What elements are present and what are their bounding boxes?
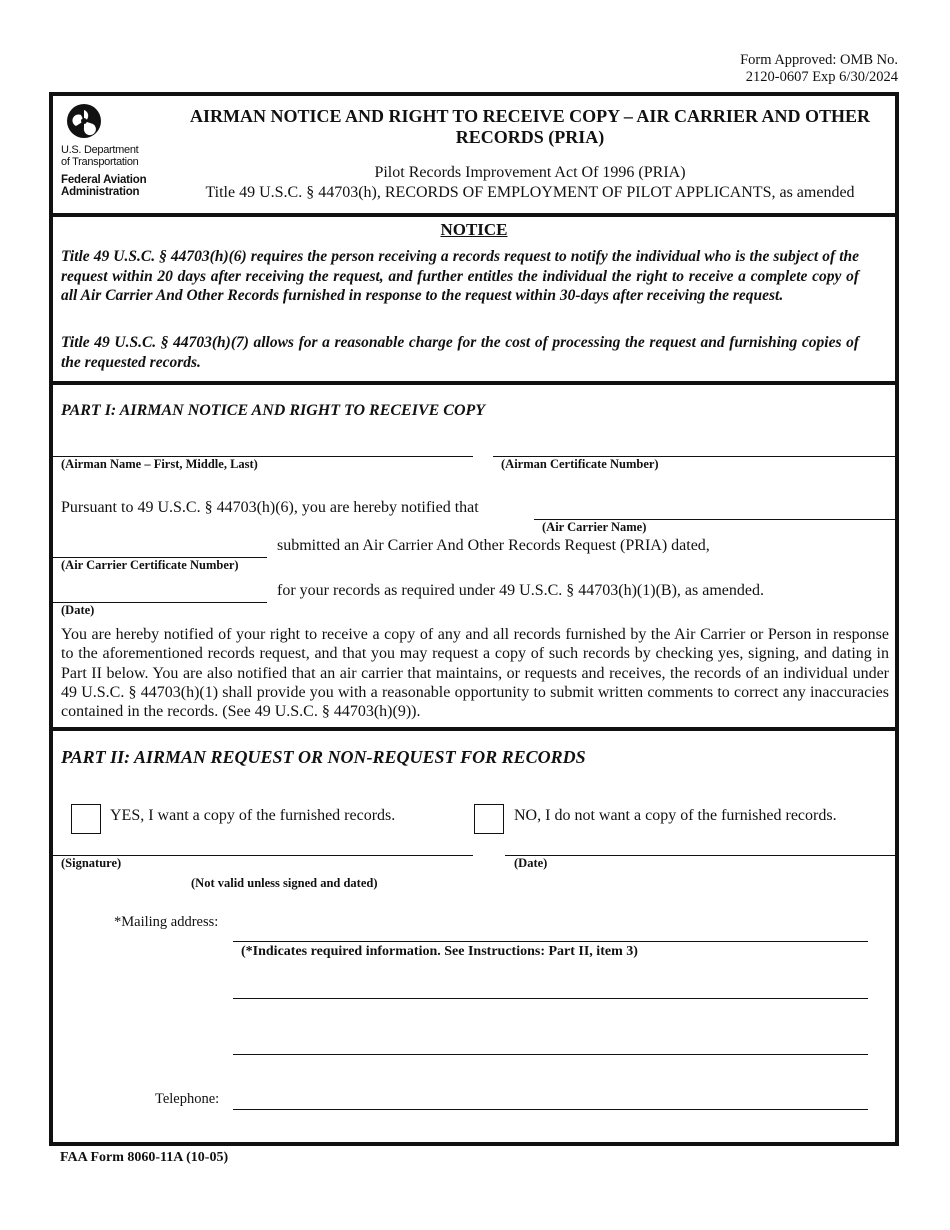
divider	[53, 213, 895, 217]
yes-label: YES, I want a copy of the furnished records.	[110, 807, 396, 824]
omb-line-2: 2120-0607 Exp 6/30/2024	[745, 69, 898, 85]
mailing-address-line-3[interactable]	[233, 1054, 868, 1055]
mailing-address-line-2[interactable]	[233, 998, 868, 999]
telephone-field[interactable]	[233, 1109, 868, 1110]
signature-date-label: (Date)	[514, 856, 548, 870]
air-carrier-name-label: (Air Carrier Name)	[542, 520, 647, 534]
required-info-note: (*Indicates required information. See Instructions: Part II, item 3)	[241, 944, 638, 959]
omb-approval	[740, 52, 898, 86]
part1-heading: PART I: AIRMAN NOTICE AND RIGHT TO RECEIVE COPY	[61, 402, 486, 419]
airman-cert-label: (Airman Certificate Number)	[501, 457, 659, 471]
form-title: AIRMAN NOTICE AND RIGHT TO RECEIVE COPY – AIR CARRIER AND OTHER RECORDS (PRIA)	[190, 106, 870, 147]
mailing-address-label: *Mailing address:	[114, 914, 219, 930]
air-carrier-cert-label: (Air Carrier Certificate Number)	[61, 558, 239, 572]
mailing-address-line-1[interactable]	[233, 941, 868, 942]
form-frame	[49, 92, 899, 1146]
divider	[53, 727, 895, 731]
omb-line-1: Form Approved: OMB No.	[740, 52, 898, 68]
subtitle-act: Pilot Records Improvement Act Of 1996 (PRIA)	[374, 164, 686, 181]
signature-date-field[interactable]	[505, 855, 895, 856]
notice-paragraph-2: Title 49 U.S.C. § 44703(h)(7) allows for a reasonable charge for the cost of processing the request and furnishing copies of the requested records.	[61, 334, 859, 371]
dot-faa-logo	[61, 104, 161, 198]
not-valid-note: (Not valid unless signed and dated)	[191, 876, 378, 890]
yes-checkbox[interactable]	[71, 804, 101, 834]
notice-heading: NOTICE	[440, 220, 508, 239]
no-checkbox[interactable]	[474, 804, 504, 834]
rights-paragraph: You are hereby notified of your right to receive a copy of any and all records furnished by the Air Carrier or Person in response to the aforementioned records request, and that you may request a copy of such records by checking yes, signing, and dating in Part II below. You are also notified that an air carrier that maintains, or requests and receives, the records of an individual under 49 U.S.C. § 44703(h)(1) shall provide you with a reasonable opportunity to submit written comments to correct any inaccuracies contained in the records. (See 49 U.S.C. § 44703(h)(9)).	[61, 626, 889, 721]
signature-label: (Signature)	[61, 856, 122, 870]
part2-heading: PART II: AIRMAN REQUEST OR NON-REQUEST FOR RECORDS	[61, 747, 586, 767]
form-number: FAA Form 8060-11A (10-05)	[60, 1150, 229, 1165]
airman-name-label: (Airman Name – First, Middle, Last)	[61, 457, 258, 471]
faa-name: Federal Aviation Administration	[61, 174, 147, 198]
no-label: NO, I do not want a copy of the furnished records.	[514, 807, 837, 824]
notice-paragraph-1: Title 49 U.S.C. § 44703(h)(6) requires the person receiving a records request to notify the individual who is the subject of the request within 20 days after receiving the request, and further entitles the individual the right to receive a complete copy of all Air Carrier And Other Records furnished in response to the request within 30-days after receiving the request.	[61, 248, 859, 304]
dot-seal-icon	[67, 104, 101, 138]
form-subtitle	[171, 163, 889, 203]
dept-name: U.S. Department of Transportation	[61, 144, 139, 168]
request-date-label: (Date)	[61, 603, 95, 617]
telephone-label: Telephone:	[155, 1091, 220, 1107]
submitted-text: submitted an Air Carrier And Other Records Request (PRIA) dated,	[277, 537, 710, 554]
divider	[53, 381, 895, 385]
pursuant-text: Pursuant to 49 U.S.C. § 44703(h)(6), you are hereby notified that	[61, 499, 479, 516]
subtitle-statute: Title 49 U.S.C. § 44703(h), RECORDS OF EMPLOYMENT OF PILOT APPLICANTS, as amended	[205, 184, 855, 201]
for-records-text: for your records as required under 49 U.S.C. § 44703(h)(1)(B), as amended.	[277, 582, 764, 599]
